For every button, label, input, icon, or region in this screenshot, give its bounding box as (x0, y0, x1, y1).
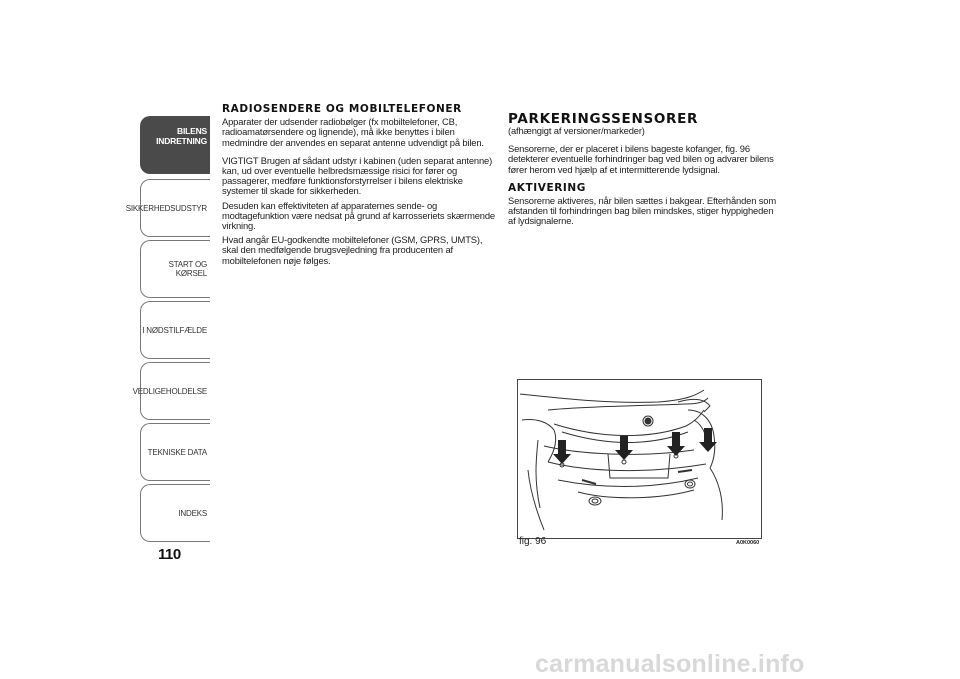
tab-vedligeholdelse[interactable] (132, 362, 210, 420)
paragraph: Sensorerne aktiveres, når bilen sættes i bakgear. Efterhånden som afstanden til forhindringen bag bilen mindskes, stiger hyppigheden af lydsignalerne. (508, 195, 777, 227)
car-rear-bumper-sensors-illustration (518, 380, 761, 538)
paragraph: Hvad angår EU-godkendte mobiltelefoner (GSM, GPRS, UMTS), skal den medfølgende brugsvejledning fra producenten af mobiltelefonen nøje følges. (222, 234, 483, 266)
paragraph: Desuden kan effektiviteten af apparaternes sende- og modtagefunktion være nedsat på grund af karrosseriets skærmende virkning. (222, 199, 495, 232)
tab-start-og-korsel[interactable] (140, 240, 210, 298)
tab-i-nodstilfaelde[interactable] (140, 301, 210, 359)
tab-bilens-indretning[interactable] (140, 116, 210, 174)
tab-tekniske-data[interactable] (140, 423, 210, 481)
figure-code: A0K0060 (736, 540, 760, 546)
figure-96 (517, 379, 762, 539)
paragraph: Apparater der udsender radiobølger (fx mobiltelefoner, CB, radioamatørsendere og lignende), må ikke benyttes i bilen medmindre der anvendes en separat antenne udvendigt på bilen. (222, 116, 484, 148)
tab-indeks[interactable] (140, 484, 210, 542)
section-heading-radio: RADIOSENDERE OG MOBILTELEFONER (222, 103, 462, 115)
tab-label-line1: BILENS (177, 126, 207, 136)
right-column (508, 112, 783, 235)
tab-label: TEKNISKE DATA (147, 447, 207, 457)
left-column (222, 104, 497, 274)
subheading: (afhængigt af versioner/markeder) (508, 125, 645, 136)
page-number: 110 (158, 546, 181, 563)
watermark: carmanualsonline.info (535, 650, 805, 678)
section-heading-parking: PARKERINGSSENSORER (508, 111, 699, 127)
tab-label: VEDLIGEHOLDELSE (132, 386, 207, 396)
tab-sikkerhedsudstyr[interactable] (125, 179, 210, 237)
tab-label: I NØDSTILFÆLDE (142, 325, 207, 335)
tab-label: START OG KØRSEL (168, 260, 207, 278)
subsection-heading-aktivering: AKTIVERING (508, 181, 587, 194)
paragraph: Sensorerne, der er placeret i bilens bageste kofanger, fig. 96 detekterer eventuelle forhindringer bag ved bilen og advarer bilens fører herom ved hjælp af et intermitterende lydsignal. (508, 143, 774, 175)
paragraph: VIGTIGT Brugen af sådant udstyr i kabinen (uden separat antenne) kan, ud over eventuelle helbredsmæssige risici for fører og passagerer, medføre funktionsforstyrrelser i bilens elektriske systemer til skade for sikkerheden. (222, 154, 493, 197)
tab-label: SIKKERHEDSUDSTYR (125, 203, 207, 213)
tab-label-line2: INDRETNING (156, 136, 207, 146)
figure-caption: fig. 96 (519, 536, 547, 547)
tab-label: INDEKS (178, 508, 207, 518)
